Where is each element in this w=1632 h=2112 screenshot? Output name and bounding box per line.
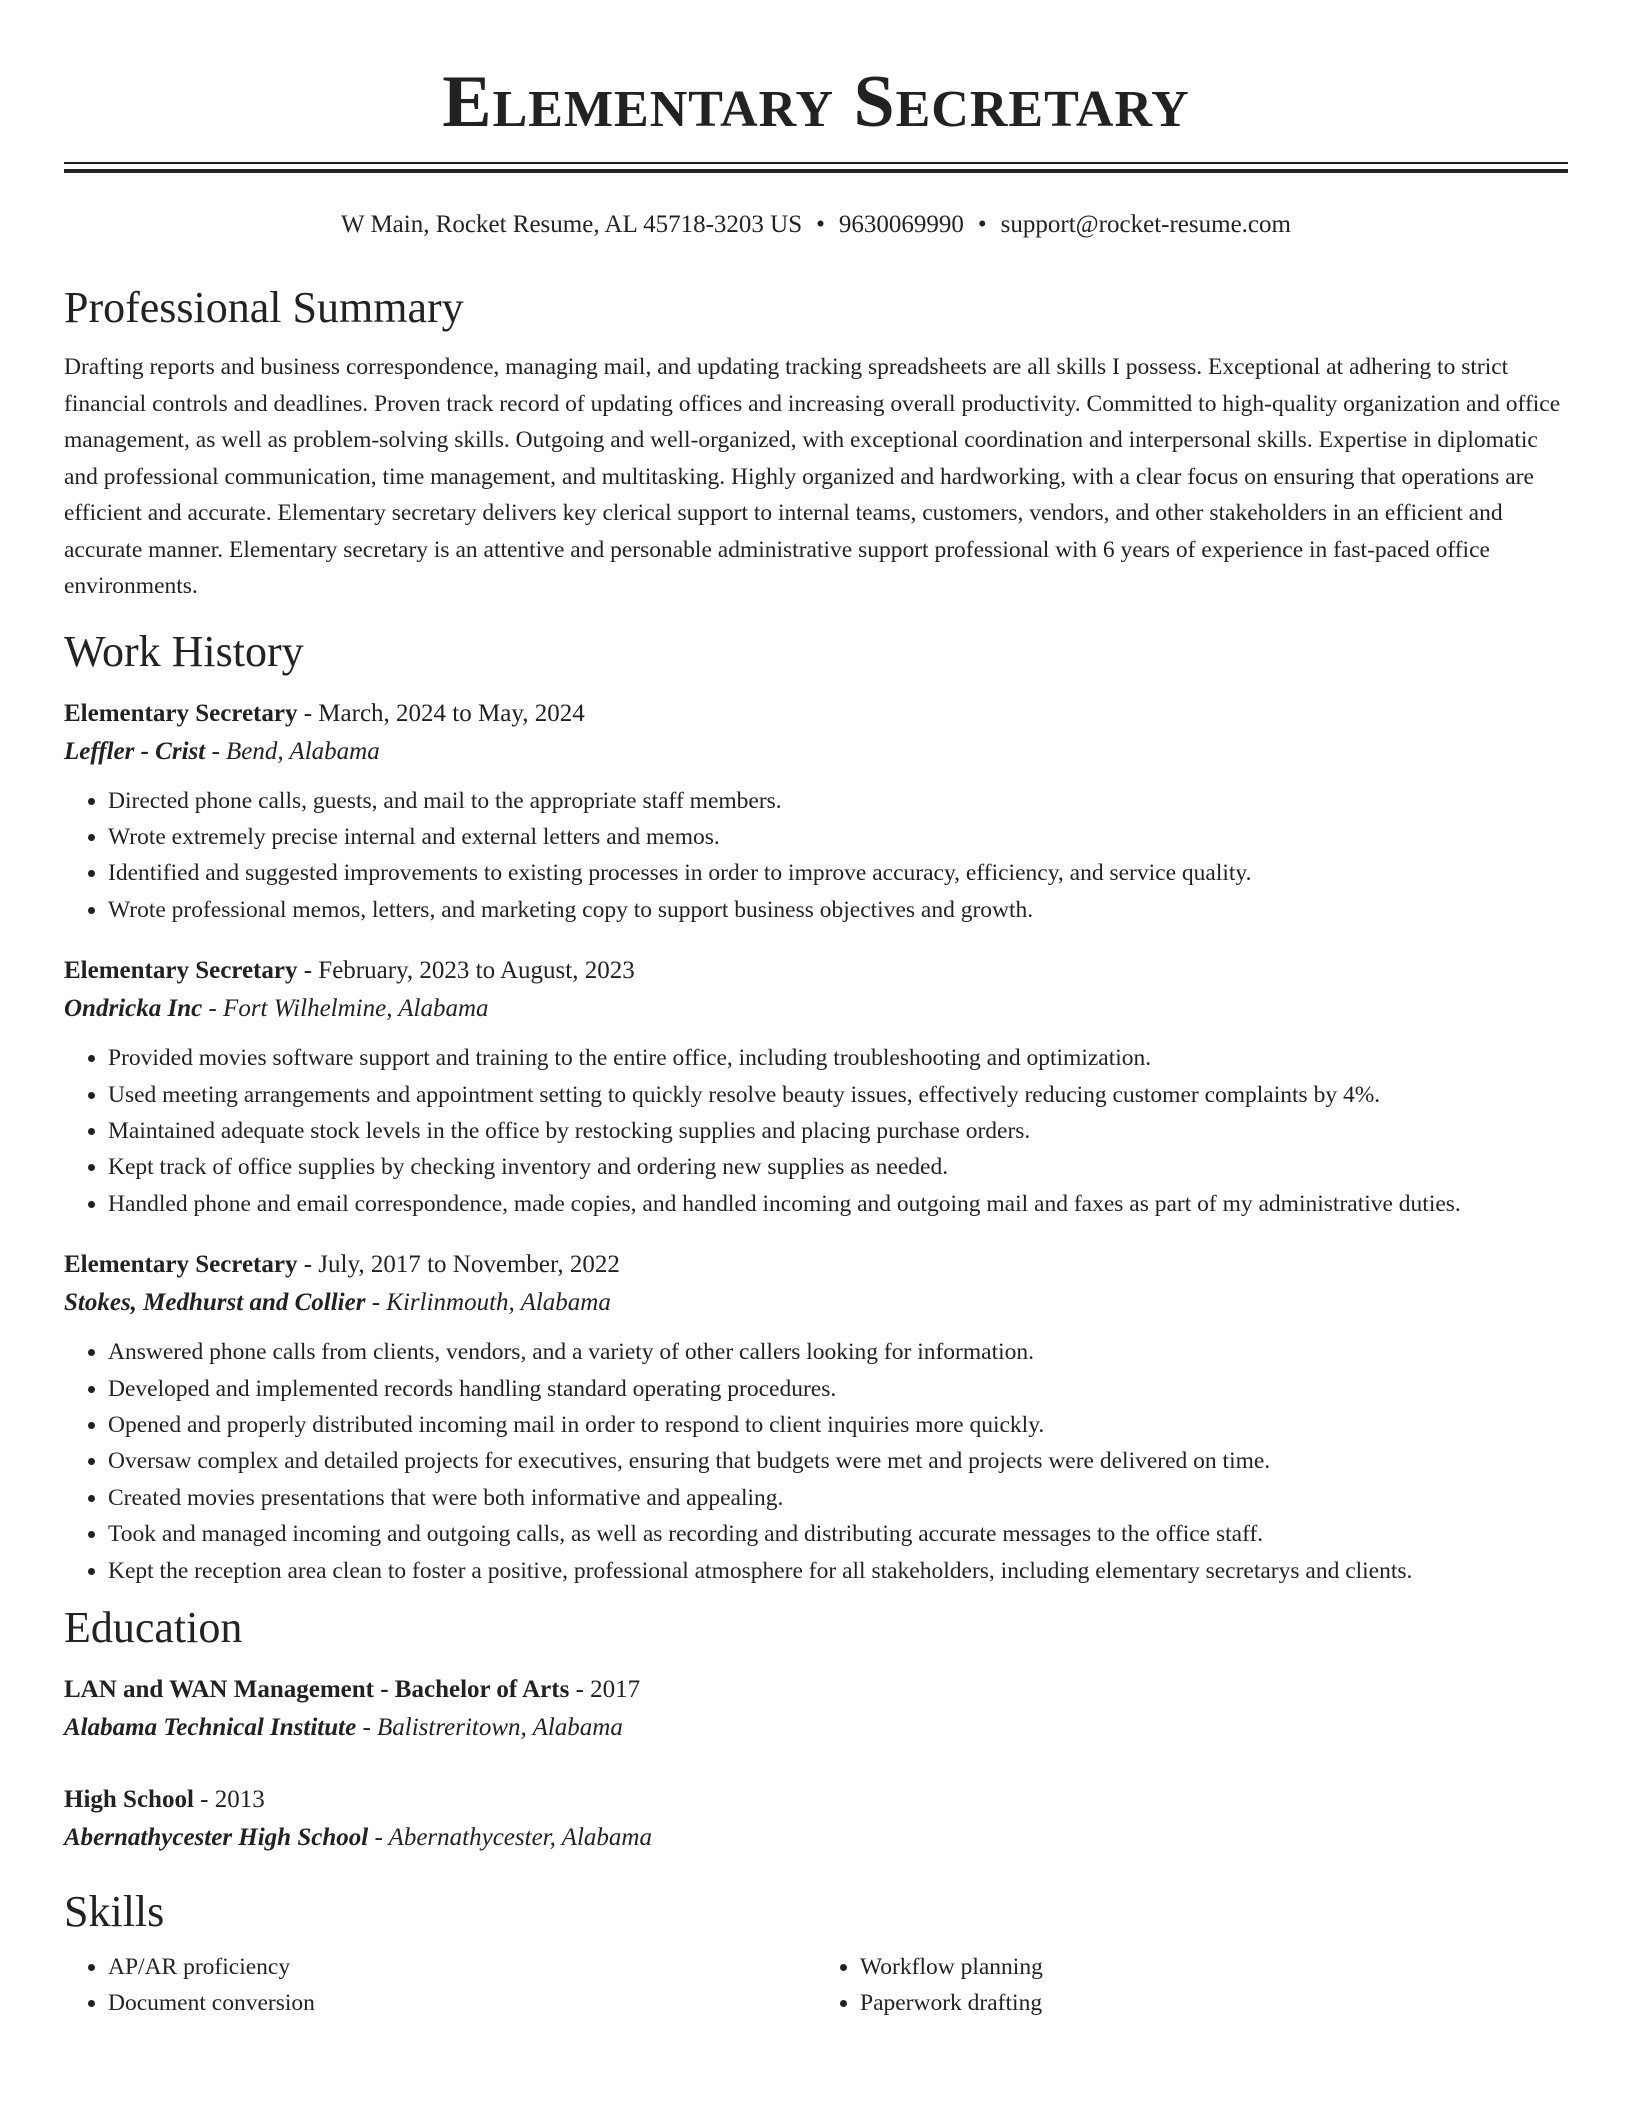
job-title-line [64,695,1568,733]
skill-item: • Paperwork drafting [860,1985,1568,2021]
skills-list-left [64,1949,816,2022]
job-bullet: • Maintained adequate stock levels in the office by restocking supplies and placing purchase orders. [108,1113,1568,1149]
education-year: - 2017 [569,1676,641,1703]
job-bullet: • Created movies presentations that were both informative and appealing. [108,1480,1568,1516]
skills-list-right [816,1949,1568,2022]
job-bullet: • Provided movies software support and training to the entire office, including troubleshooting and optimization. [108,1040,1568,1076]
job-bullet: • Took and managed incoming and outgoing calls, as well as recording and distributing accurate messages to the office staff. [108,1516,1568,1552]
job-title-line [64,1246,1568,1284]
education-school-line [64,1709,1568,1747]
job-entry [64,695,1568,929]
education-location: - Abernathycester, Alabama [368,1824,652,1851]
job-bullet: • Handled phone and email correspondence, made copies, and handled incoming and outgoing mail and faxes as part of my administrative duties. [108,1186,1568,1222]
education-year: - 2013 [193,1786,265,1813]
job-role: Elementary Secretary [64,957,298,985]
job-role: Elementary Secretary [64,1251,298,1279]
education-school: Abernathycester High School [64,1824,369,1851]
job-bullets [64,783,1568,929]
job-company: Stokes, Medhurst and Collier [64,1289,366,1317]
job-company-line [64,990,1568,1028]
job-bullets [64,1334,1568,1589]
education-entry [64,1781,1568,1857]
skill-item: • AP/AR proficiency [108,1949,816,1985]
contact-line [64,209,1568,241]
section-title-education: Education [64,1603,243,1652]
job-bullet: • Identified and suggested improvements to existing processes in order to improve accuracy, efficiency, and service quality. [108,855,1568,891]
job-dates: - July, 2017 to November, 2022 [297,1251,620,1279]
job-title-line [64,952,1568,990]
header-divider-thin [64,162,1568,164]
job-dates: - February, 2023 to August, 2023 [297,957,635,985]
job-bullet: • Wrote extremely precise internal and external letters and memos. [108,819,1568,855]
job-location: - Fort Wilhelmine, Alabama [202,995,489,1023]
job-bullet: • Oversaw complex and detailed projects for executives, ensuring that budgets were met and projects were delivered on time. [108,1443,1568,1479]
education-location: - Balistreritown, Alabama [356,1714,623,1741]
education-degree: LAN and WAN Management - Bachelor of Arts [64,1676,570,1703]
job-bullet: • Directed phone calls, guests, and mail to the appropriate staff members. [108,783,1568,819]
job-location: - Kirlinmouth, Alabama [365,1289,611,1317]
resume-name: Elementary Secretary [442,61,1190,143]
contact-phone: 9630069990 [838,211,964,238]
job-company-line [64,733,1568,771]
contact-separator: • [977,211,987,238]
education-school-line [64,1819,1568,1857]
job-company: Ondricka Inc [64,995,203,1023]
job-bullets [64,1040,1568,1222]
job-company-line [64,1284,1568,1322]
contact-email: support@rocket-resume.com [1000,211,1291,238]
education-degree-line [64,1781,1568,1819]
job-role: Elementary Secretary [64,699,298,727]
education-entry [64,1671,1568,1747]
section-title-skills: Skills [64,1887,165,1936]
skill-item: • Document conversion [108,1985,816,2021]
job-bullet: • Opened and properly distributed incoming mail in order to respond to client inquiries more quickly. [108,1407,1568,1443]
summary-text: Drafting reports and business correspondence, managing mail, and updating tracking spreadsheets are all skills I possess. Exceptional at adhering to strict financial controls and deadlines. Proven track record of updating offices and increasing overall productivity. Committed to high-quality organization and office management, as well as problem-solving skills. Outgoing and well-organized, with exceptional coordination and interpersonal skills. Expertise in diplomatic and professional communication, time management, and multitasking. Highly organized and hardworking, with a clear focus on ensuring that operations are efficient and accurate. Elementary secretary delivers key clerical support to internal teams, customers, vendors, and other stakeholders in an efficient and accurate manner. Elementary secretary is an attentive and personable administrative support professional with 6 years of experience in fast-paced office environments. [64,354,1561,599]
education-degree-line [64,1671,1568,1709]
job-entry [64,952,1568,1222]
job-bullet: • Answered phone calls from clients, vendors, and a variety of other callers looking for information. [108,1334,1568,1370]
job-bullet: • Developed and implemented records handling standard operating procedures. [108,1371,1568,1407]
job-bullet: • Kept track of office supplies by checking inventory and ordering new supplies as needed. [108,1149,1568,1185]
job-company: Leffler - Crist [64,737,206,765]
job-location: - Bend, Alabama [205,737,380,765]
contact-separator: • [816,211,825,238]
education-school: Alabama Technical Institute [64,1714,357,1741]
job-bullet: • Kept the reception area clean to foster a positive, professional atmosphere for all stakeholders, including elementary secretarys and clients. [108,1553,1568,1589]
contact-address: W Main, Rocket Resume, AL 45718-3203 US [341,211,803,238]
skills-grid [64,1949,1568,2022]
job-bullet: • Used meeting arrangements and appointment setting to quickly resolve beauty issues, effectively reducing customer complaints by 4%. [108,1077,1568,1113]
education-degree: High School [64,1786,194,1813]
job-dates: - March, 2024 to May, 2024 [297,699,585,727]
skill-item: • Workflow planning [860,1949,1568,1985]
job-entry [64,1246,1568,1589]
section-title-work-history: Work History [64,626,304,676]
job-bullet: • Wrote professional memos, letters, and marketing copy to support business objectives and growth. [108,892,1568,928]
header-divider-thick [64,169,1568,173]
section-title-summary: Professional Summary [64,283,464,332]
